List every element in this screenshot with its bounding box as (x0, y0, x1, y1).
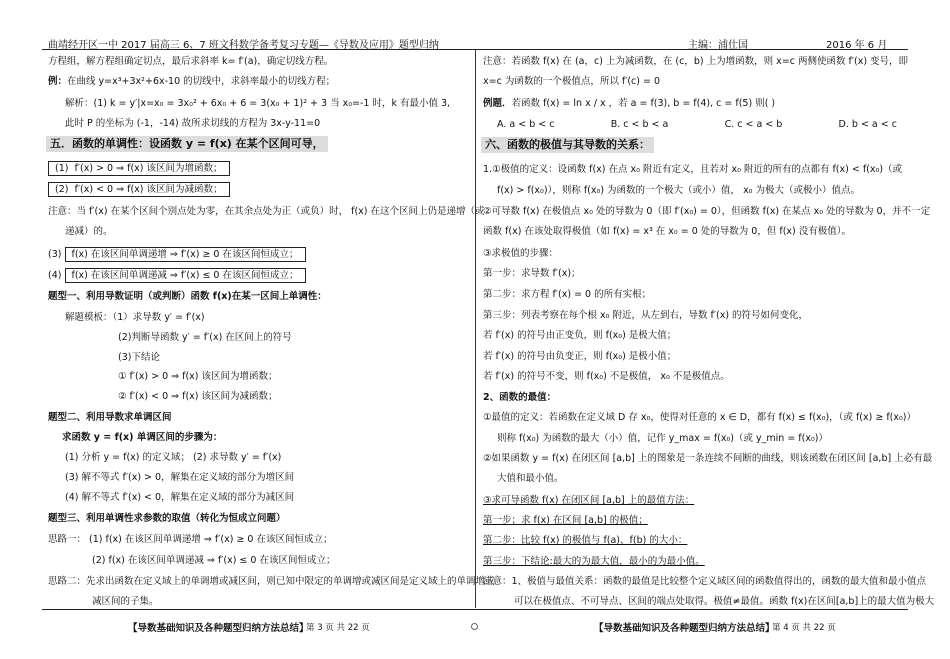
type-3-idea-1b: (2) f(x) 在该区间单调递减 ⇒ f′(x) ≤ 0 在该区间恒成立； (92, 555, 336, 566)
closed-interval-2: 大值和最小值。 (497, 473, 564, 484)
type-2-heading: 题型二、利用导数求单调区间 (48, 412, 172, 423)
type-3-idea-2b: 减区间的子集。 (92, 596, 159, 607)
extremum-note-1: ②可导数 f(x) 在极值点 x₀ 处的导数为 0（即 f′(x₀) = 0），但函数 f(x) 在某点 x₀ 处的导数为 0，并不一定 (483, 206, 931, 217)
answer-options (497, 118, 897, 132)
solution-line-2: 此时 P 的坐标为 (-1，-14) 故所求切线的方程为 3x-y-11=0 (65, 118, 321, 129)
type-1-step-2: (2)判断导函数 y′ = f′(x) 在区间上的符号 (118, 332, 292, 343)
example-label: 例： (48, 76, 68, 87)
relation-note-2: 可以在极值点、不可导点、区间的端点处取得。极值≠最值。函数 f(x)在区间[a,b]上的最大值为极大 (514, 596, 935, 607)
no-extremum-case: 若 f′(x) 的符号不变，则 f(x₀) 不是极值， x₀ 不是极值点。 (483, 371, 730, 382)
step-3: 第三步：列表考察在每个根 x₀ 附近，从左到右，导数 f′(x) 的符号如何变化， (483, 310, 809, 321)
example-text: 在曲线 y=x³+3x²+6x-10 的切线中，求斜率最小的切线方程； (67, 76, 336, 87)
closed-interval-1: ②如果函数 y = f(x) 在闭区间 [a,b] 上的图象是一条连续不间断的曲线，则该函数在闭区间 [a,b] 上必有最 (483, 453, 933, 464)
extremum-def-2: f(x) > f(x₀)），则称 f(x₀) 为函数的一个极大（或小）值， x₀ 为极大（或极小）值点。 (497, 185, 861, 196)
method-step-3: 第三步：下结论:最大的为最大值，最小的为最小值。 (483, 556, 705, 567)
note-text-1: 注意：若函数 f(x) 在 (a，c) 上为减函数，在 (c，b) 上为增函数，则 x=c 两侧使函数 f′(x) 变号，即 (483, 56, 909, 67)
step-2: 第二步：求方程 f′(x) = 0 的所有实根； (483, 289, 652, 300)
extremum-note-2: 函数 f(x) 在该处取得极值（如 f(x) = x³ 在 x₀ = 0 处的导数为 0，但 f(x) 没有极值）。 (483, 226, 852, 237)
max-case: 若 f′(x) 的符号由正变负，则 f(x₀) 是极大值； (483, 330, 677, 341)
rule-box-2: (2) f′(x) < 0 ⇒ f(x) 该区间为减函数； (48, 183, 230, 197)
extremum-steps-title: ③求极值的步骤： (483, 248, 559, 259)
footer-rule (42, 609, 908, 610)
method-step-2: 第二步：比较 f(x) 的极值与 f(a)、f(b) 的大小： (483, 535, 688, 546)
min-case: 若 f′(x) 的符号由负变正，则 f(x₀) 是极小值； (483, 351, 677, 362)
document-title: 曲靖经开区一中 2017 届高三 6、7 班文科数学备考复习专题—《导数及应用》题型归纳 (48, 40, 439, 51)
max-min-heading: 2、函数的最值： (483, 392, 557, 403)
extremum-def-1: 1.①极值的定义：设函数 f(x) 在点 x₀ 附近有定义，且若对 x₀ 附近的所有的点都有 f(x) < f(x₀)（或 (483, 164, 903, 175)
section-5-heading: 五．函数的单调性：设函数 y = f(x) 在某个区间可导， (46, 137, 328, 152)
section-6-heading: 六、函数的极值与其导数的关系： (481, 138, 654, 153)
method-step-1: 第一步；求 f(x) 在区间 [a,b] 的极值； (483, 515, 648, 526)
type-1-heading: 题型一、利用导数证明（或判断）函数 f(x)在某一区间上单调性： (48, 291, 327, 302)
option-c: C. c < a < b (724, 119, 783, 130)
option-a: A. a < b < c (497, 119, 555, 130)
column-divider (475, 50, 476, 608)
type-3-idea-1: 思路一： (1) f(x) 在该区间单调递增 ⇒ f′(x) ≥ 0 在该区间恒成立； (48, 534, 333, 545)
type-1-case-1: ① f′(x) > 0 ⇒ f(x) 该区间为增函数； (118, 371, 278, 382)
footer-left-page: 第 3 页 共 22 页 (306, 623, 370, 633)
option-b: B. c < b < a (610, 119, 669, 130)
type-1-step-1: 解题模板：（1）求导数 y′ = f′(x) (65, 312, 205, 323)
footer-right-title: 【导数基础知识及各种题型归纳方法总结】 (594, 623, 775, 634)
rule-box-4: (4) f(x) 在该区间单调递减 ⇒ f′(x) ≤ 0 在该区间恒成立； (48, 269, 306, 283)
method-title: ③求可导函数 f(x) 在闭区间 [a,b] 上的最值方法： (483, 495, 695, 506)
tangent-method-text: 方程组，解方程组确定切点，最后求斜率 k= f′(a)，确定切线方程。 (48, 56, 334, 67)
relation-note-1: 注意：1、极值与最值关系：函数的最值是比较整个定义域区间的函数值得出的，函数的最大值和最小值点 (483, 576, 927, 587)
type-3-idea-2: 思路二：先求出函数在定义域上的单调增或减区间，则已知中限定的单调增或减区间是定义域上的单调增或 (48, 576, 495, 587)
editor-label: 主编：浦仕国 (688, 40, 748, 51)
note-text-2: x=c 为函数的一个极值点，所以 f′(c) = 0 (483, 76, 661, 87)
date-label: 2016 年 6 月 (826, 40, 888, 51)
type-2-intro: 求函数 y = f(x) 单调区间的步骤为： (62, 432, 223, 443)
footer-right-page: 第 4 页 共 22 页 (772, 623, 836, 633)
example-line (48, 75, 335, 89)
type-2-step-4: (4) 解不等式 f′(x) < 0，解集在定义域的部分为减区间 (65, 492, 295, 503)
type-2-step-3: (3) 解不等式 f′(x) > 0，解集在定义域的部分为增区间 (65, 472, 295, 483)
solution-line-1: 解析：(1) k = y′|x=x₀ = 3x₀² + 6x₀ + 6 = 3(x₀ + 1)² + 3 当 x₀=-1 时，k 有最小值 3, (65, 98, 451, 109)
rule-box-1: (1) f′(x) > 0 ⇒ f(x) 该区间为增函数； (48, 162, 230, 176)
footer-left-title: 【导数基础知识及各种题型归纳方法总结】 (128, 623, 309, 634)
note-line-1: 注意：当 f′(x) 在某个区间个别点处为零，在其余点处为正（或负）时， f(x) 在这个区间上仍是递增（或 (48, 206, 485, 217)
note-line-2: 递减）的。 (65, 226, 113, 237)
type-2-step-1-2: (1) 分析 y = f(x) 的定义域； (2) 求导数 y′ = f′(x) (65, 452, 282, 463)
type-3-heading: 题型三、利用单调性求参数的取值（转化为恒成立问题） (48, 513, 286, 524)
max-min-def-1: ①最值的定义：若函数在定义域 D 存 x₀，使得对任意的 x ∈ D，都有 f(x) ≤ f(x₀)，（或 f(x) ≥ f(x₀)） (483, 412, 917, 423)
binding-hole-icon (471, 623, 478, 630)
max-min-def-2: 则称 f(x₀) 为函数的最大（小）值，记作 y_max = f(x₀)（或 y_min = f(x₀)） (497, 433, 828, 444)
option-d: D. b < a < c (838, 119, 897, 130)
type-1-step-3: (3)下结论 (118, 352, 160, 363)
step-1: 第一步：求导数 f′(x)； (483, 268, 581, 279)
rule-box-3: (3) f(x) 在该区间单调递增 ⇒ f′(x) ≥ 0 在该区间恒成立； (48, 248, 306, 262)
type-1-case-2: ② f′(x) < 0 ⇒ f(x) 该区间为减函数； (118, 391, 278, 402)
example-question: 例题．若函数 f(x) = ln x / x ，若 a = f(3), b = f(4), c = f(5) 则( ) (483, 98, 776, 109)
